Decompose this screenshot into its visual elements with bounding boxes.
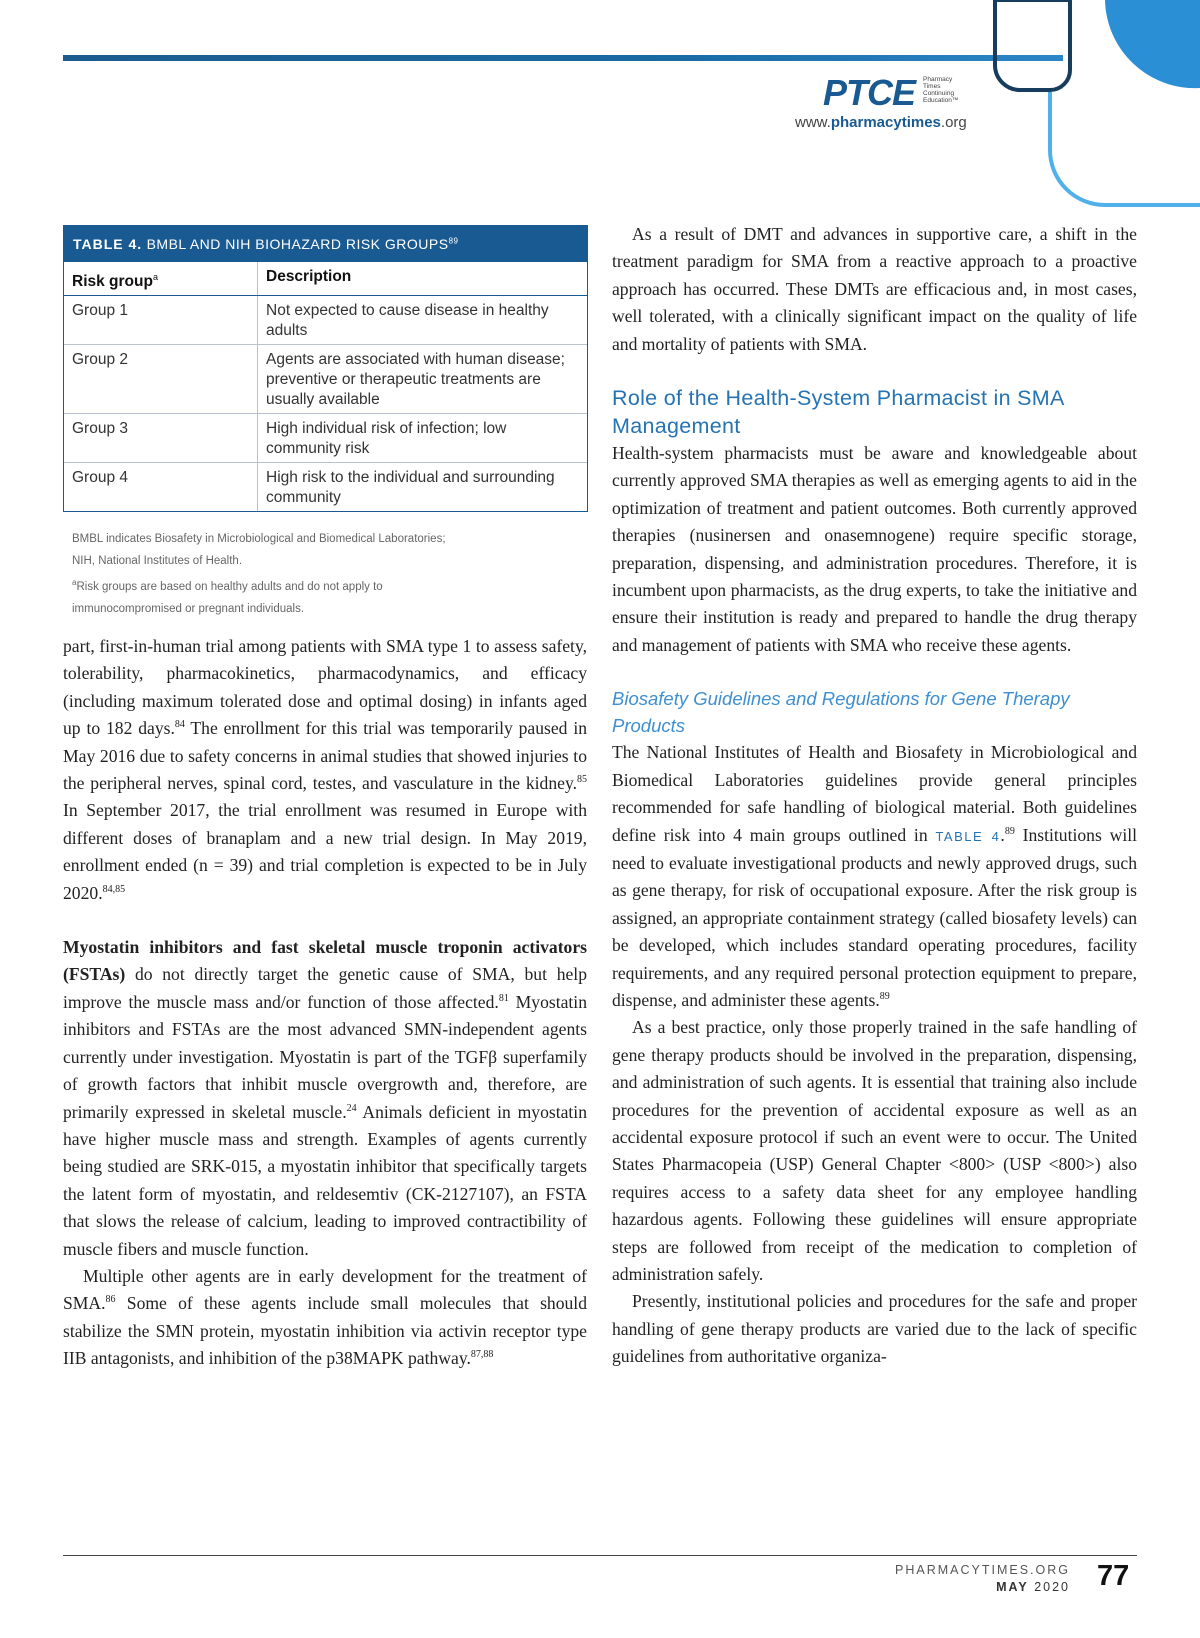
table-header-row — [64, 262, 587, 296]
risk-group-cell: Group 3 — [64, 414, 258, 463]
paragraph-presently: Presently, institutional policies and procedures for the safe and proper handling of gene therapy products are varied due to the lack of specific guidelines from authoritative organiza- — [612, 1291, 1137, 1367]
table-row — [64, 414, 587, 463]
left-column-body — [63, 633, 587, 1373]
paragraph-pharmacist-role: Health-system pharmacists must be aware and knowledgeable about currently approved SMA therapies as well as emerging agents to aid in the optimization of treatment and patient outcomes. Both currently approved therapies (nusinersen and onasemnogene) require specific storage, preparation, dispensing, and administration procedures. Therefore, it is incumbent upon pharmacists, as the drug experts, to take the initiative and ensure their institution is ready and prepared to handle the drug therapy and management of patients with SMA who receive these agents. — [612, 443, 1137, 655]
section-heading-pharmacist-role: Role of the Health-System Pharmacist in SMA Management — [612, 386, 1064, 439]
column-header-description: Description — [258, 262, 588, 296]
risk-group-cell: Group 2 — [64, 345, 258, 414]
right-column-body — [612, 221, 1137, 1371]
table-4-reference-link[interactable]: TABLE 4 — [935, 828, 1001, 844]
paragraph-biosafety: The National Institutes of Health and Biosafety in Microbiological and Biomedical Laboratories guidelines provide general principles recommended for safe handling of biological material. Both guidelines define risk into 4 main groups outlined in TABLE 4.89 Institutions will need to evaluate investigational products and newly approved drugs, such as gene therapy, for risk of occupational exposure. After the risk group is assigned, an appropriate containment strategy (called biosafety levels) can be developed, which includes standard operating procedures, facility requirements, and any required personal protection equipment to prepare, dispense, and administer these agents.$^{89}$ — [612, 742, 1138, 1010]
footer-rule — [63, 1555, 1137, 1556]
paragraph-best-practice: As a best practice, only those properly trained in the safe handling of gene therapy products should be involved in the preparation, dispensing, and administration of such agents. It is essential that training also include procedures for the prevention of accidental exposure as well as an accidental exposure protocol if such an event were to occur. The United States Pharmacopeia (USP) General Chapter <800> (USP <800>) also requires access to a safety data sheet for any employee handling hazardous agents. Following these guidelines will ensure appropriate steps are followed from receipt of the medication to completion of administration safely. — [612, 1017, 1137, 1284]
risk-group-cell: Group 4 — [64, 463, 258, 512]
header-rule — [63, 55, 1063, 61]
page-number: 77 — [1097, 1560, 1130, 1592]
logo-wordmark: PTCE — [823, 72, 916, 113]
paragraph-myostatin: Myostatin inhibitors and fast skeletal muscle troponin activators (FSTAs) do not directly target the genetic cause of SMA, but help improve the muscle mass and/or function of those affected.$^{81}$ Myostatin inhibitors and FSTAs are the most advanced SMN-independent agents currently under investigation. Myostatin is part of the TGFβ superfamily of growth factors that inhibit muscle overgrowth and, therefore, are primarily expressed in skeletal muscle.$^{24}$ Animals deficient in myostatin have higher muscle mass and strength. Examples of agents currently being studied are SRK-015, a myostatin inhibitor that specifically targets the latent form of myostatin, and reldesemtiv (CK-2127107), an FSTA that slows the release of calcium, leading to improved contractibility of muscle fibers and muscle function. — [63, 937, 587, 1259]
table-title: TABLE 4. BMBL AND NIH BIOHAZARD RISK GROUPS$^{89}$ — [64, 226, 587, 262]
risk-group-cell: Group 1 — [64, 296, 258, 345]
description-cell: High risk to the individual and surrounding community — [266, 469, 555, 507]
column-header-risk-group: Risk group$^a$ — [64, 262, 258, 296]
footer-site: PHARMACYTIMES.ORG — [895, 1563, 1070, 1577]
ptce-logo — [795, 72, 1023, 142]
description-cell: High individual risk of infection; low community risk — [258, 414, 588, 463]
paragraph-dmt: As a result of DMT and advances in supportive care, a shift in the treatment paradigm for SMA from a reactive approach to a proactive approach has occurred. These DMTs are efficacious and, in most cases, well tolerated, with a clinically significant impact on the quality of life and mortality of patients with SMA. — [612, 224, 1137, 354]
subsection-heading-biosafety: Biosafety Guidelines and Regulations for Gene Therapy Products — [612, 688, 1070, 737]
table-row — [64, 296, 587, 345]
description-cell: Agents are associated with human disease; preventive or therapeutic treatments are usually available — [258, 345, 588, 414]
table-row — [64, 463, 587, 512]
paragraph-other-agents: Multiple other agents are in early development for the treatment of SMA.$^{86}$ Some of these agents include small molecules that should stabilize the SMN protein, myostatin inhibition via activin receptor type IIB antagonists, and inhibition of the p38MAPK pathway.$^{87,88}$ — [63, 1265, 587, 1369]
table-row — [64, 345, 587, 414]
table-footnotes: BMBL indicates Biosafety in Microbiological and Biomedical Laboratories; NIH, National Institutes of Health. $^a$Risk groups are based on healthy adults and do not apply to immunocompromised or pregnant individuals. — [72, 533, 446, 615]
description-cell: Not expected to cause disease in healthy adults — [258, 296, 588, 345]
website-url[interactable]: www.pharmacytimes.org — [795, 114, 967, 131]
table-4 — [63, 225, 588, 512]
paragraph-branaplam: part, first-in-human trial among patients with SMA type 1 to assess safety, tolerability, pharmacokinetics, pharmacodynamics, and efficacy (including maximum tolerated dose and optimal dosing) in infants aged up to 182 days.$^{84}$ The enrollment for this trial was temporarily paused in May 2016 due to safety concerns in animal studies that showed injuries to the peripheral nerves, spinal cord, testes, and vasculature in the kidney.$^{85}$ In September 2017, the trial enrollment was resumed in Europe with different doses of branaplam and a new trial design. In May 2019, enrollment ended (n = 39) and trial completion is expected to be in July 2020.$^{84,85}$ — [63, 636, 587, 903]
footer-issue-date: MAY 2020 — [996, 1580, 1070, 1594]
risk-group-table — [64, 262, 587, 511]
logo-subtitle: Pharmacy Times Continuing Education™ — [923, 76, 959, 104]
